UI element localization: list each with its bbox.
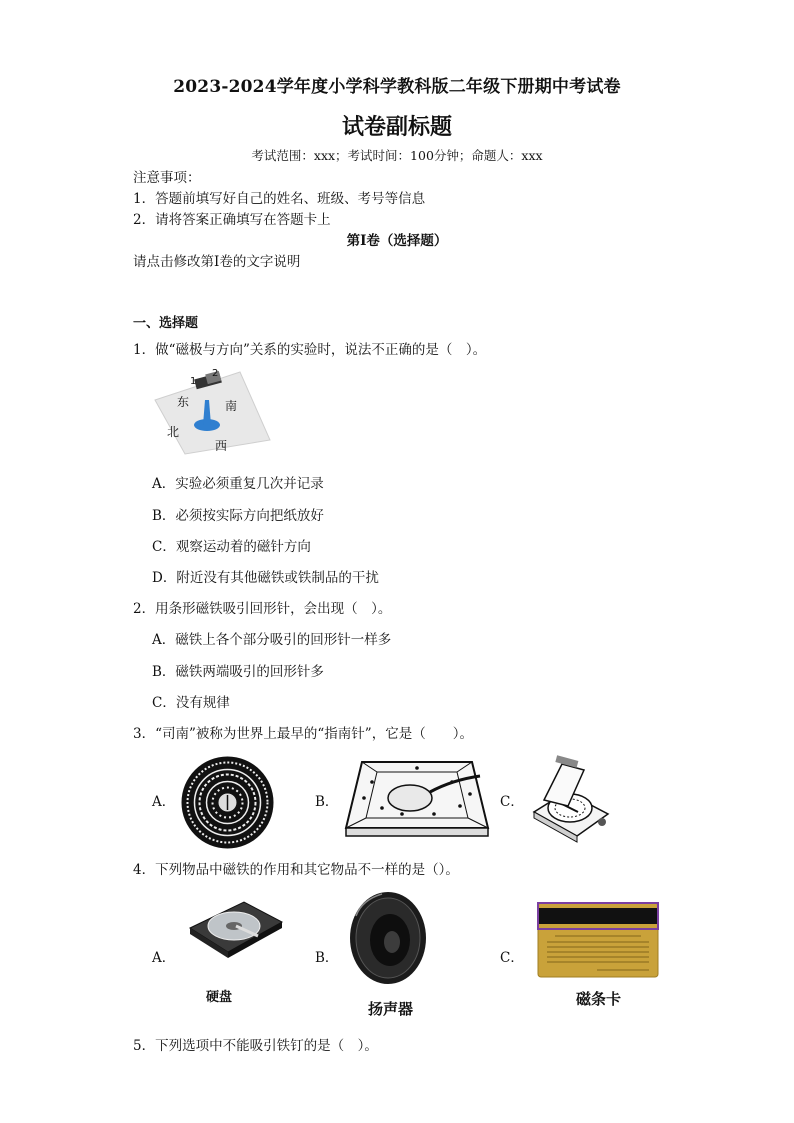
q2-option-a[interactable]: A．磁铁上各个部分吸引的回形针一样多	[152, 632, 392, 648]
q4-label-c[interactable]: C．	[500, 950, 524, 966]
q1-option-d[interactable]: D．附近没有其他磁铁或铁制品的干扰	[152, 570, 379, 586]
magnetic-card-image[interactable]	[537, 902, 659, 978]
hard-disk-image[interactable]	[186, 898, 286, 958]
needle-label-1: 1	[190, 376, 197, 387]
question-5-stem: 5．下列选项中不能吸引铁钉的是（ ）。	[133, 1038, 378, 1054]
direction-south: 南	[225, 399, 238, 413]
direction-east: 东	[177, 395, 190, 409]
exam-title: 2023-2024学年度小学科学教科版二年级下册期中考试卷	[173, 77, 621, 97]
exam-info: 考试范围：xxx；考试时间：100分钟；命题人：xxx	[251, 148, 543, 163]
notes-heading: 注意事项：	[133, 170, 201, 186]
magnetic-card-caption: 磁条卡	[576, 990, 622, 1008]
q4-label-a[interactable]: A．	[152, 950, 176, 966]
luopan-compass-image[interactable]	[180, 755, 275, 850]
q1-option-b[interactable]: B．必须按实际方向把纸放好	[152, 508, 324, 524]
notes-item: 1．答题前填写好自己的姓名、班级、考号等信息	[133, 191, 426, 207]
speaker-image[interactable]	[342, 886, 437, 986]
q1-option-c[interactable]: C．观察运动着的磁针方向	[152, 539, 311, 555]
modern-compass-image[interactable]	[522, 752, 612, 842]
notes-item: 2．请将答案正确填写在答题卡上	[133, 212, 331, 228]
direction-west: 西	[215, 439, 228, 453]
q4-label-b[interactable]: B．	[315, 950, 339, 966]
part1-description[interactable]: 请点击修改第I卷的文字说明	[133, 254, 301, 270]
q3-label-b[interactable]: B．	[315, 794, 339, 810]
question-2-stem: 2．用条形磁铁吸引回形针，会出现（ ）。	[133, 601, 392, 617]
compass-experiment-figure	[145, 362, 280, 457]
q2-option-c[interactable]: C．没有规律	[152, 695, 230, 711]
question-4-stem: 4．下列物品中磁铁的作用和其它物品不一样的是（）。	[133, 862, 459, 878]
part1-title: 第I卷（选择题）	[346, 233, 448, 249]
needle-label-2: 2	[212, 368, 219, 379]
q2-option-b[interactable]: B．磁铁两端吸引的回形针多	[152, 664, 324, 680]
question-3-stem: 3．“司南”被称为世界上最早的“指南针”，它是（ ）。	[133, 726, 473, 742]
speaker-caption: 扬声器	[368, 1000, 414, 1018]
sinan-spoon-image[interactable]	[342, 758, 492, 838]
exam-subtitle: 试卷副标题	[341, 114, 452, 140]
section-title: 一、选择题	[133, 316, 199, 331]
q3-label-a[interactable]: A．	[152, 794, 176, 810]
hard-disk-caption: 硬盘	[206, 990, 233, 1005]
question-1-stem: 1．做“磁极与方向”关系的实验时，说法不正确的是（ ）。	[133, 342, 487, 358]
direction-north: 北	[167, 425, 180, 439]
q3-label-c[interactable]: C．	[500, 794, 524, 810]
q1-option-a[interactable]: A．实验必须重复几次并记录	[152, 476, 324, 492]
